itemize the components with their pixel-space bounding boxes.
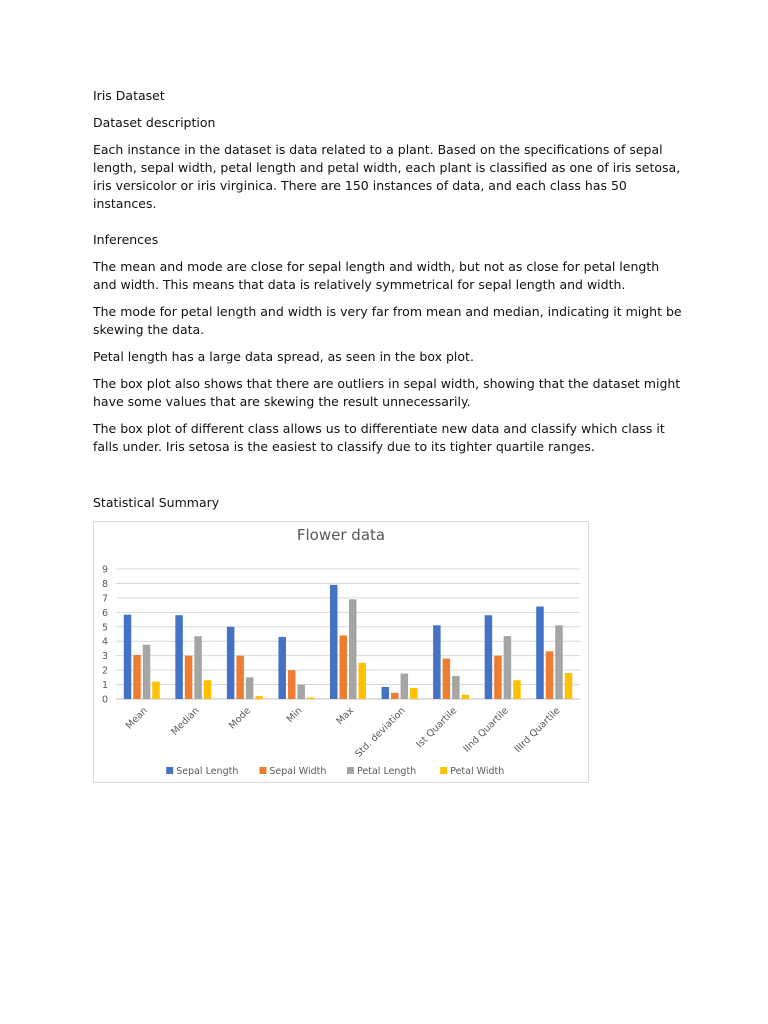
- bar-petal-length: [194, 636, 202, 699]
- flower-data-chart: [93, 521, 589, 783]
- bar-sepal-length: [433, 625, 441, 699]
- y-tick-label: 8: [101, 578, 108, 590]
- inference-paragraph: The mean and mode are close for sepal length and width, but not as close for petal length and width. This means that data is relatively symmetrical for sepal length and width.: [93, 259, 660, 292]
- inference-paragraph: The box plot of different class allows us to differentiate new data and classify which class it falls under. Iris setosa is the easiest to classify due to its tighter quartile ranges.: [93, 421, 665, 454]
- bar-sepal-length: [124, 615, 131, 699]
- bar-petal-length: [504, 636, 512, 699]
- x-tick-label: Median: [169, 705, 202, 738]
- inference-paragraph: Petal length has a large data spread, as seen in the box plot.: [93, 349, 474, 364]
- x-tick-label: IIIrd Quartile: [512, 705, 563, 756]
- legend-label: Sepal Length: [176, 766, 239, 777]
- chart-canvas: [94, 522, 588, 782]
- bar-sepal-length: [382, 687, 390, 699]
- bar-petal-length: [246, 677, 254, 699]
- bar-petal-length: [452, 676, 460, 699]
- bar-petal-width: [565, 673, 573, 699]
- y-tick-label: 5: [101, 622, 108, 634]
- y-tick-label: 1: [101, 680, 108, 692]
- inferences-list: [93, 258, 683, 465]
- x-tick-label: Ist Quartile: [414, 705, 460, 751]
- x-tick-label: Min: [284, 705, 305, 726]
- bar-sepal-length: [536, 607, 544, 699]
- legend-label: Petal Length: [357, 766, 417, 777]
- legend-swatch: [166, 767, 173, 774]
- bar-sepal-width: [133, 655, 141, 699]
- inferences-heading: Inferences: [93, 232, 159, 247]
- document-title: Iris Dataset: [93, 88, 165, 103]
- y-tick-label: 6: [101, 607, 108, 619]
- x-tick-label: IInd Quartile: [461, 705, 511, 755]
- bar-sepal-width: [546, 651, 554, 699]
- bar-sepal-length: [175, 615, 183, 699]
- inference-paragraph: The box plot also shows that there are outliers in sepal width, showing that the dataset might have some values that are skewing the result unnecessarily.: [93, 376, 681, 409]
- x-tick-label: Std. deviation: [353, 705, 408, 760]
- y-tick-label: 4: [101, 636, 108, 648]
- bar-petal-width: [255, 696, 263, 699]
- legend-swatch: [259, 767, 266, 774]
- y-tick-label: 2: [101, 665, 108, 677]
- bar-sepal-width: [288, 670, 296, 699]
- bar-sepal-width: [340, 635, 348, 699]
- bar-sepal-width: [494, 656, 502, 699]
- bar-sepal-length: [485, 615, 493, 699]
- chart-title: Flower data: [296, 526, 386, 544]
- chart-legend: [166, 766, 504, 777]
- inference-paragraph: The mode for petal length and width is very far from mean and median, indicating it might be skewing the data.: [93, 304, 682, 337]
- bar-sepal-width: [236, 656, 244, 699]
- bar-petal-length: [143, 645, 151, 699]
- bar-petal-width: [513, 680, 521, 699]
- bar-sepal-width: [185, 656, 193, 699]
- bar-petal-length: [297, 685, 305, 699]
- bar-sepal-width: [443, 659, 451, 699]
- bar-petal-length: [555, 625, 563, 699]
- bar-sepal-length: [330, 585, 338, 699]
- y-tick-label: 9: [101, 564, 108, 576]
- chart-bars: [124, 585, 572, 699]
- description-heading: Dataset description: [93, 115, 216, 130]
- legend-swatch: [440, 767, 447, 774]
- bar-petal-width: [152, 682, 160, 699]
- legend-label: Sepal Width: [269, 766, 327, 777]
- legend-label: Petal Width: [450, 766, 505, 777]
- description-paragraph: Each instance in the dataset is data related to a plant. Based on the specifications of sepal length, sepal width, petal length and petal width, each plant is classified as one of iris setosa, iris versicolor or iris virginica. There are 150 instances of data, and each class has 50 instances.: [93, 142, 681, 211]
- x-tick-label: Max: [334, 705, 357, 728]
- chart-x-axis: [124, 705, 563, 760]
- bar-sepal-length: [278, 637, 286, 699]
- x-tick-label: Mean: [123, 705, 150, 732]
- bar-petal-width: [359, 663, 367, 699]
- bar-petal-width: [410, 688, 418, 699]
- x-tick-label: Mode: [226, 705, 254, 732]
- y-tick-label: 0: [101, 694, 108, 706]
- bar-petal-width: [204, 680, 212, 699]
- bar-petal-length: [401, 674, 409, 699]
- bar-sepal-length: [227, 627, 235, 699]
- statistical-summary-heading: Statistical Summary: [93, 495, 220, 510]
- bar-petal-length: [349, 599, 357, 699]
- bar-petal-width: [462, 695, 470, 699]
- bar-petal-width: [307, 698, 315, 699]
- bar-sepal-width: [391, 693, 399, 699]
- legend-swatch: [347, 767, 354, 774]
- y-tick-label: 7: [101, 593, 108, 605]
- y-tick-label: 3: [101, 651, 108, 663]
